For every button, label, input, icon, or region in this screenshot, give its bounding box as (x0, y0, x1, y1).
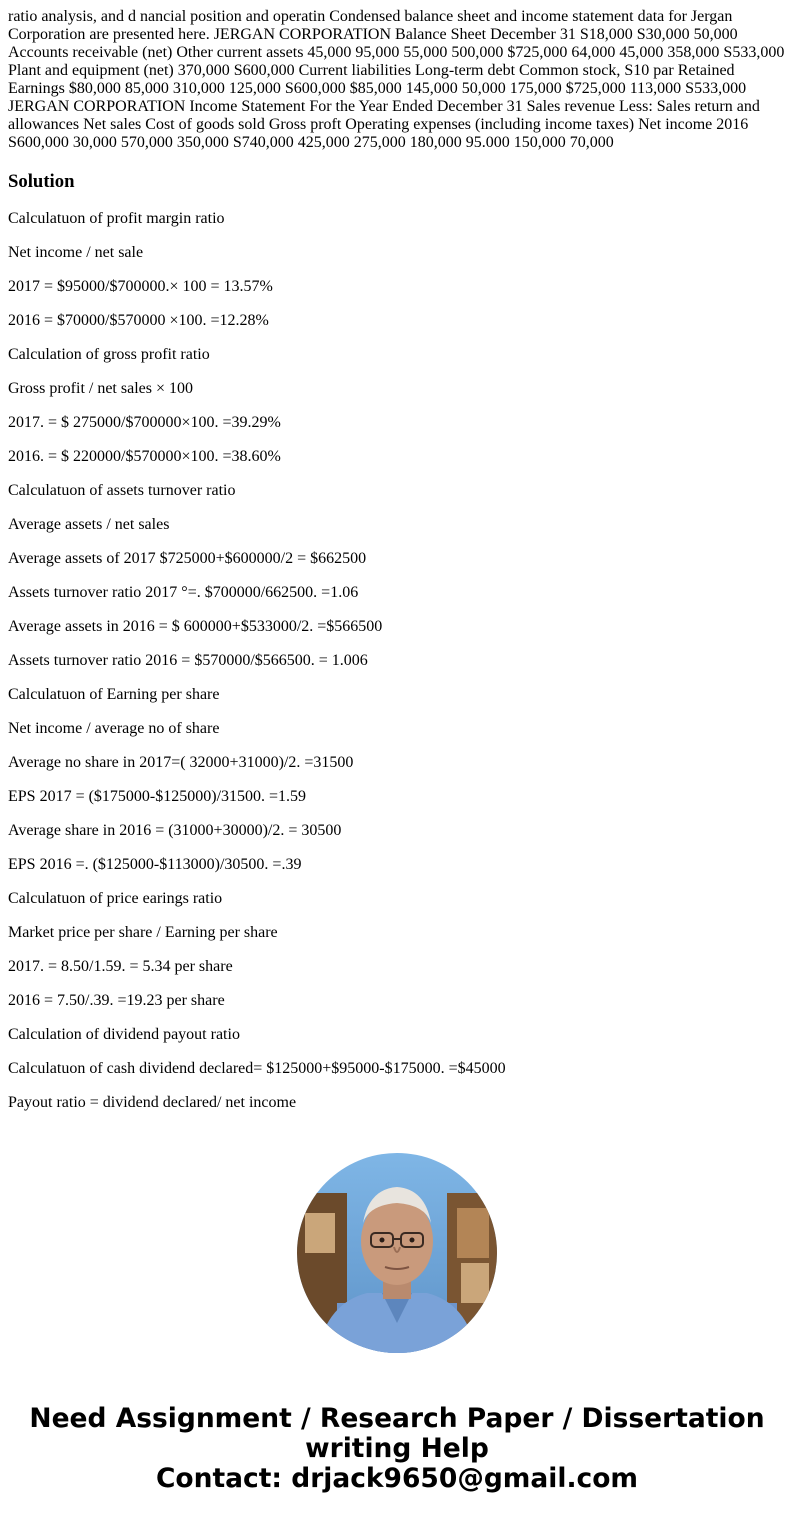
solution-line: 2017. = $ 275000/$700000×100. =39.29% (8, 414, 281, 431)
solution-line: Payout ratio = dividend declared/ net income (8, 1094, 297, 1111)
solution-steps (8, 210, 788, 1128)
solution-line: Calculatuon of price earings ratio (8, 890, 223, 907)
solution-line: Average no share in 2017=( 32000+31000)/2. =31500 (8, 754, 354, 771)
solution-line: Calculatuon of assets turnover ratio (8, 482, 236, 499)
author-avatar (297, 1153, 497, 1353)
solution-line: Net income / average no of share (8, 720, 220, 737)
solution-line: Average assets / net sales (8, 516, 170, 533)
solution-line: Average assets of 2017 $725000+$600000/2 = $662500 (8, 550, 367, 567)
solution-line: Assets turnover ratio 2017 °=. $700000/662500. =1.06 (8, 584, 359, 601)
solution-line: 2017. = 8.50/1.59. = 5.34 per share (8, 958, 233, 975)
solution-line: 2017 = $95000/$700000.× 100 = 13.57% (8, 278, 273, 295)
solution-line: 2016 = $70000/$570000 ×100. =12.28% (8, 312, 269, 329)
solution-line: 2016. = $ 220000/$570000×100. =38.60% (8, 448, 281, 465)
solution-line: Average assets in 2016 = $ 600000+$533000/2. =$566500 (8, 618, 383, 635)
question-text: ratio analysis, and d nancial position and operatin Condensed balance sheet and income statement data for Jergan Corporation are presented here. JERGAN CORPORATION Balance Sheet December 31 S18,000 S30,000 50,000 Accounts receivable (net) Other current assets 45,000 95,000 55,000 500,000 $725,000 64,000 45,000 358,000 S533,000 Plant and equipment (net) 370,000 S600,000 Current liabilities Long-term debt Common stock, S10 par Retained Earnings $80,000 85,000 310,000 125,000 S600,000 $85,000 145,000 50,000 175,000 $725,000 113,000 S533,000 JERGAN CORPORATION Income Statement For the Year Ended December 31 Sales revenue Less: Sales return and allowances Net sales Cost of goods sold Gross proft Operating expenses (including income taxes) Net income 2016 S600,000 30,000 570,000 350,000 S740,000 425,000 275,000 180,000 95.000 150,000 70,000 (8, 8, 785, 151)
promo-contact: Contact: drjack9650@gmail.com (155, 1463, 639, 1494)
solution-line: Calculatuon of profit margin ratio (8, 210, 225, 227)
solution-line: Assets turnover ratio 2016 = $570000/$566500. = 1.006 (8, 652, 368, 669)
promo-line-1: Need Assignment / Research Paper / Dissertation (29, 1403, 765, 1434)
solution-line: Gross profit / net sales × 100 (8, 380, 193, 397)
solution-line: Calculatuon of cash dividend declared= $125000+$95000-$175000. =$45000 (8, 1060, 506, 1077)
solution-line: Market price per share / Earning per share (8, 924, 278, 941)
promo-line-2: writing Help (305, 1433, 489, 1464)
solution-line: Calculation of dividend payout ratio (8, 1026, 240, 1043)
promo-footer (0, 1404, 794, 1494)
solution-line: Net income / net sale (8, 244, 144, 261)
solution-line: Average share in 2016 = (31000+30000)/2. = 30500 (8, 822, 342, 839)
solution-line: Calculatuon of Earning per share (8, 686, 220, 703)
solution-line: EPS 2017 = ($175000-$125000)/31500. =1.59 (8, 788, 307, 805)
solution-heading: Solution (8, 171, 75, 192)
solution-line: 2016 = 7.50/.39. =19.23 per share (8, 992, 225, 1009)
solution-line: EPS 2016 =. ($125000-$113000)/30500. =.39 (8, 856, 302, 873)
solution-line: Calculation of gross profit ratio (8, 346, 210, 363)
author-portrait-image (297, 1153, 497, 1353)
